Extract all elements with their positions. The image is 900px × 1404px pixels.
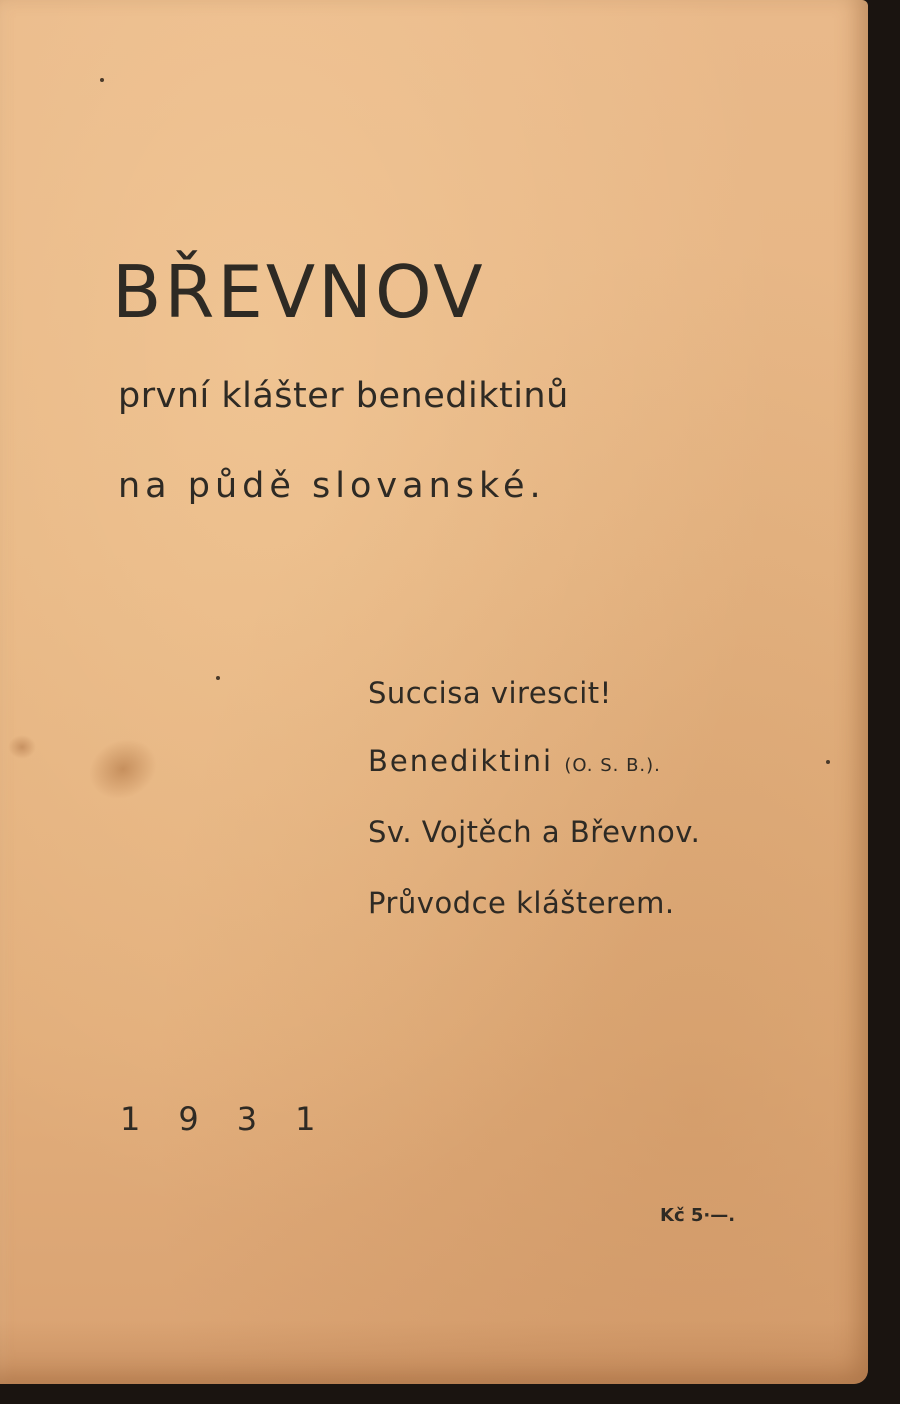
contents-item-label: Succisa virescit! xyxy=(368,676,612,710)
contents-item xyxy=(368,744,661,778)
subtitle-line-2: na půdě slovanské. xyxy=(118,466,546,506)
subtitle-line-1: první klášter benediktinů xyxy=(118,376,569,416)
speck xyxy=(826,760,830,764)
publication-year: 1931 xyxy=(120,1100,354,1138)
book-title: BŘEVNOV xyxy=(112,250,486,334)
speck xyxy=(100,78,104,82)
speck xyxy=(216,676,220,680)
contents-item-note: (O. S. B.). xyxy=(564,755,661,776)
contents-item xyxy=(368,886,675,920)
stain-mark xyxy=(79,728,167,810)
price-label: Kč 5·—. xyxy=(660,1205,736,1226)
contents-item-label: Benediktini xyxy=(368,744,565,778)
contents-item-label: Sv. Vojtěch a Břevnov. xyxy=(368,815,701,849)
contents-item-label: Průvodce klášterem. xyxy=(368,886,675,920)
stain-mark xyxy=(8,735,36,759)
contents-item xyxy=(368,676,612,710)
worn-bottom-edge xyxy=(0,1320,868,1384)
contents-item xyxy=(368,815,700,849)
